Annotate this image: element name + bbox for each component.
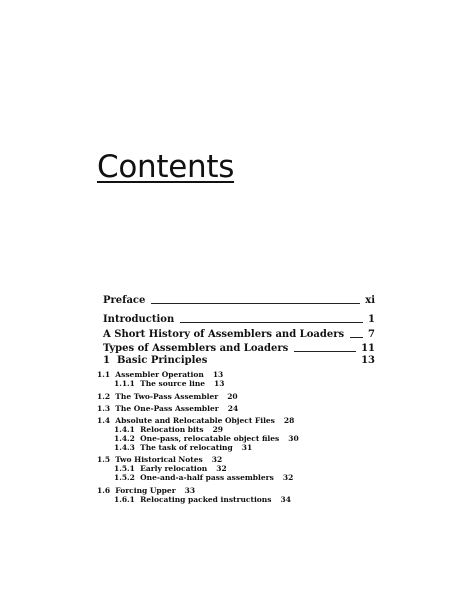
- section-number: 1.4.2: [114, 434, 135, 443]
- toc-subsection[interactable]: [114, 379, 224, 388]
- toc-section[interactable]: [97, 416, 294, 425]
- section-title: Two Historical Notes: [115, 455, 203, 464]
- section-page: 33: [184, 486, 196, 495]
- toc-subsection[interactable]: [114, 434, 299, 443]
- chapter-number: 1: [103, 355, 110, 366]
- toc-entry-preface[interactable]: [103, 292, 375, 306]
- toc-entry-label: Preface: [103, 295, 146, 306]
- toc-entry-introduction[interactable]: [103, 311, 375, 325]
- toc-entry-page: xi: [365, 295, 375, 306]
- section-page: 30: [288, 434, 299, 443]
- leader-line: [294, 351, 356, 352]
- section-number: 1.3: [97, 404, 111, 413]
- section-title: Forcing Upper: [115, 486, 176, 495]
- toc-subsection[interactable]: [114, 443, 252, 452]
- section-title: The Two-Pass Assembler: [115, 392, 219, 401]
- leader-line: [151, 303, 360, 304]
- toc-section[interactable]: [97, 392, 238, 401]
- toc-subsection[interactable]: [114, 473, 293, 482]
- section-number: 1.5.1: [114, 464, 135, 473]
- toc-subsection[interactable]: [114, 464, 227, 473]
- toc-entry-label: Types of Assemblers and Loaders: [103, 343, 289, 354]
- section-number: 1.6.1: [114, 495, 135, 504]
- toc-subsection[interactable]: [114, 425, 223, 434]
- section-page: 32: [282, 473, 294, 482]
- section-page: 34: [280, 495, 291, 504]
- leader-line: [350, 337, 363, 338]
- section-page: 28: [283, 416, 295, 425]
- section-number: 1.1.1: [114, 379, 135, 388]
- toc-entry-page: 7: [368, 329, 375, 340]
- toc-entry-label: A Short History of Assemblers and Loaders: [103, 329, 345, 340]
- section-number: 1.6: [97, 486, 111, 495]
- section-title: One-and-a-half pass assemblers: [140, 473, 274, 482]
- section-page: 24: [227, 404, 239, 413]
- toc-entry-label: Introduction: [103, 314, 175, 325]
- section-page: 32: [216, 464, 227, 473]
- chapter-page: 13: [361, 355, 375, 366]
- toc-section[interactable]: [97, 455, 222, 464]
- section-title: Early relocation: [140, 464, 208, 473]
- section-page: 32: [211, 455, 223, 464]
- section-title: Absolute and Relocatable Object Files: [115, 416, 275, 425]
- section-number: 1.4: [97, 416, 111, 425]
- section-title: Assembler Operation: [115, 370, 204, 379]
- toc-subsection[interactable]: [114, 495, 291, 504]
- section-title: The One-Pass Assembler: [115, 404, 219, 413]
- toc-section[interactable]: [97, 486, 195, 495]
- toc-entry-types[interactable]: [103, 340, 375, 354]
- leader-line: [180, 322, 363, 323]
- toc-chapter-1[interactable]: [103, 355, 375, 366]
- chapter-label: [103, 355, 361, 366]
- section-title: Relocation bits: [140, 425, 204, 434]
- section-number: 1.4.3: [114, 443, 135, 452]
- toc-section[interactable]: [97, 404, 238, 413]
- section-page: 31: [241, 443, 253, 452]
- section-number: 1.1: [97, 370, 111, 379]
- section-number: 1.5: [97, 455, 111, 464]
- section-title: Relocating packed instructions: [140, 495, 272, 504]
- section-page: 29: [212, 425, 224, 434]
- section-title: The source line: [140, 379, 206, 388]
- contents-heading: Contents: [97, 149, 235, 185]
- toc-entry-page: 1: [368, 314, 375, 325]
- section-number: 1.5.2: [114, 473, 135, 482]
- section-page: 20: [227, 392, 238, 401]
- section-page: 13: [212, 370, 224, 379]
- section-number: 1.2: [97, 392, 111, 401]
- toc-section[interactable]: [97, 370, 223, 379]
- section-title: The task of relocating: [140, 443, 233, 452]
- toc-entry-short-history[interactable]: [103, 326, 375, 340]
- toc-entry-page: 11: [361, 343, 375, 354]
- section-page: 13: [214, 379, 225, 388]
- section-title: One-pass, relocatable object files: [140, 434, 280, 443]
- section-number: 1.4.1: [114, 425, 135, 434]
- chapter-title: Basic Principles: [116, 355, 208, 366]
